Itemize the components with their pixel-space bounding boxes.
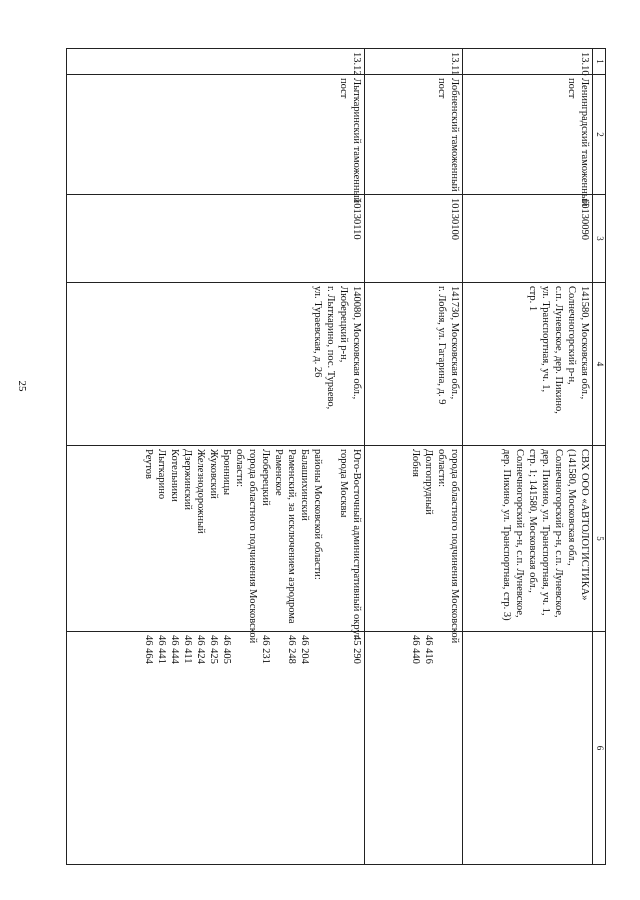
zone-cell xyxy=(463,446,593,632)
header-col-6: 6 xyxy=(593,632,606,865)
customs-posts-table xyxy=(66,48,606,865)
zone-line: Железнодорожный xyxy=(195,449,206,534)
row-number-cell: 13.10 xyxy=(463,49,593,75)
okato-code-cell xyxy=(463,632,593,865)
post-code-cell: 10130100 xyxy=(365,195,463,283)
zone-line: Балашихинский xyxy=(299,449,310,521)
zone-line: Лобня xyxy=(410,449,421,477)
row-number-cell: 13.11 xyxy=(365,49,463,75)
zone-line: дер. Пикино, ул. Транспортная, уч. 1, xyxy=(540,449,551,616)
zone-line: Бронницы xyxy=(221,449,232,496)
zone-line: районы Московской области: xyxy=(312,449,323,580)
rotated-table-wrapper xyxy=(66,48,606,864)
address-line: с.п. Луневское, дер. Пикино, xyxy=(553,286,564,414)
address-line: г. Лыткарино, пос. Тураево, xyxy=(325,286,336,410)
address-line: стр. 1 xyxy=(527,286,538,312)
post-name-line: Ленинградский таможенный xyxy=(579,78,590,207)
zone-line: Люберецкий xyxy=(260,449,271,506)
zone-line: дер. Пикино, ул. Транспортная, стр. 3) xyxy=(501,449,512,621)
zone-line: города Москвы xyxy=(338,449,349,518)
post-address-cell xyxy=(463,283,593,446)
zone-line: Дзержинский xyxy=(182,449,193,510)
zone-line: (141580, Московская обл., xyxy=(566,449,577,566)
header-col-4: 4 xyxy=(593,283,606,446)
zone-line: Долгопрудный xyxy=(423,449,434,515)
address-line: Солнечногорский р-н, xyxy=(566,286,577,385)
zone-line: СВХ ООО «АВТОЛОГИСТИКА» xyxy=(579,449,590,601)
post-address-cell xyxy=(365,283,463,446)
address-line: ул. Тураевская, д. 26 xyxy=(312,286,323,378)
table-row xyxy=(463,49,593,865)
zone-line: Жуковский xyxy=(208,449,219,499)
zone-line: Солнечногорский р-н, с.п. Луневское, xyxy=(553,449,564,618)
header-col-5: 5 xyxy=(593,446,606,632)
post-code-cell: 10130090 xyxy=(463,195,593,283)
post-name-cell xyxy=(67,75,365,204)
post-name-line: Лыткаринский таможенный xyxy=(351,78,362,204)
address-line: 141730, Московская обл., xyxy=(449,286,460,400)
address-line: г. Лобня, ул. Гагарина, д. 9 xyxy=(436,286,447,405)
header-col-3: 3 xyxy=(593,195,606,283)
zone-line: Раменский, за исключением аэродрома xyxy=(286,449,297,624)
okato-code: 46 231 xyxy=(260,635,271,664)
zone-line: стр. 1; 141580, Московская обл., xyxy=(527,449,538,593)
table-row xyxy=(67,49,365,865)
okato-code: 46 444 xyxy=(169,635,180,664)
post-name-line: Лобненский таможенный xyxy=(449,78,460,192)
zone-cell xyxy=(365,446,463,644)
zone-line: города областного подчинения Московской xyxy=(449,449,460,644)
okato-code: 46 425 xyxy=(208,635,219,664)
zone-line: Лыткарино xyxy=(156,449,167,500)
address-line: Люберецкий р-н, xyxy=(338,286,349,363)
post-address-cell xyxy=(67,283,365,446)
post-name-line: пост xyxy=(436,78,447,99)
okato-code: 46 411 xyxy=(182,635,193,664)
okato-code-cell xyxy=(67,632,365,865)
table-row xyxy=(365,49,463,865)
table-header-row xyxy=(593,49,606,865)
zone-line: Юго-Восточный административный округ xyxy=(351,449,362,640)
post-name-cell xyxy=(463,75,593,207)
okato-code: 45 290 xyxy=(351,635,362,664)
zone-line: Раменское xyxy=(273,449,284,496)
post-name-line: пост xyxy=(338,78,349,99)
zone-line: области: xyxy=(436,449,447,488)
header-col-2: 2 xyxy=(593,75,606,195)
address-line: ул. Транспортная, уч. 1, xyxy=(540,286,551,393)
zone-cell xyxy=(67,446,365,644)
post-name-line: пост xyxy=(566,78,577,99)
row-number-cell: 13.12 xyxy=(67,49,365,75)
zone-line: области: xyxy=(234,449,245,488)
okato-code: 46 424 xyxy=(195,635,206,664)
header-col-1: 1 xyxy=(593,49,606,75)
okato-code-cell xyxy=(365,632,463,865)
okato-code: 46 405 xyxy=(221,635,232,664)
okato-code: 46 204 xyxy=(299,635,310,664)
okato-code: 46 416 xyxy=(423,635,434,664)
zone-line: Солнечногорский р-н, с.п. Луневское, xyxy=(514,449,525,618)
zone-line: города областного подчинения Московской xyxy=(247,449,258,644)
okato-code: 46 464 xyxy=(143,635,154,664)
zone-line: Котельники xyxy=(169,449,180,502)
okato-code: 46 441 xyxy=(156,635,167,664)
okato-code: 46 440 xyxy=(410,635,421,664)
post-code-cell: 10130110 xyxy=(67,195,365,283)
address-line: 141580, Московская обл., xyxy=(579,286,590,400)
zone-line: Реутов xyxy=(143,449,154,480)
okato-code: 46 248 xyxy=(286,635,297,664)
page-number: 25 xyxy=(16,380,28,392)
address-line: 140080, Московская обл., xyxy=(351,286,362,400)
post-name-cell xyxy=(365,75,463,195)
